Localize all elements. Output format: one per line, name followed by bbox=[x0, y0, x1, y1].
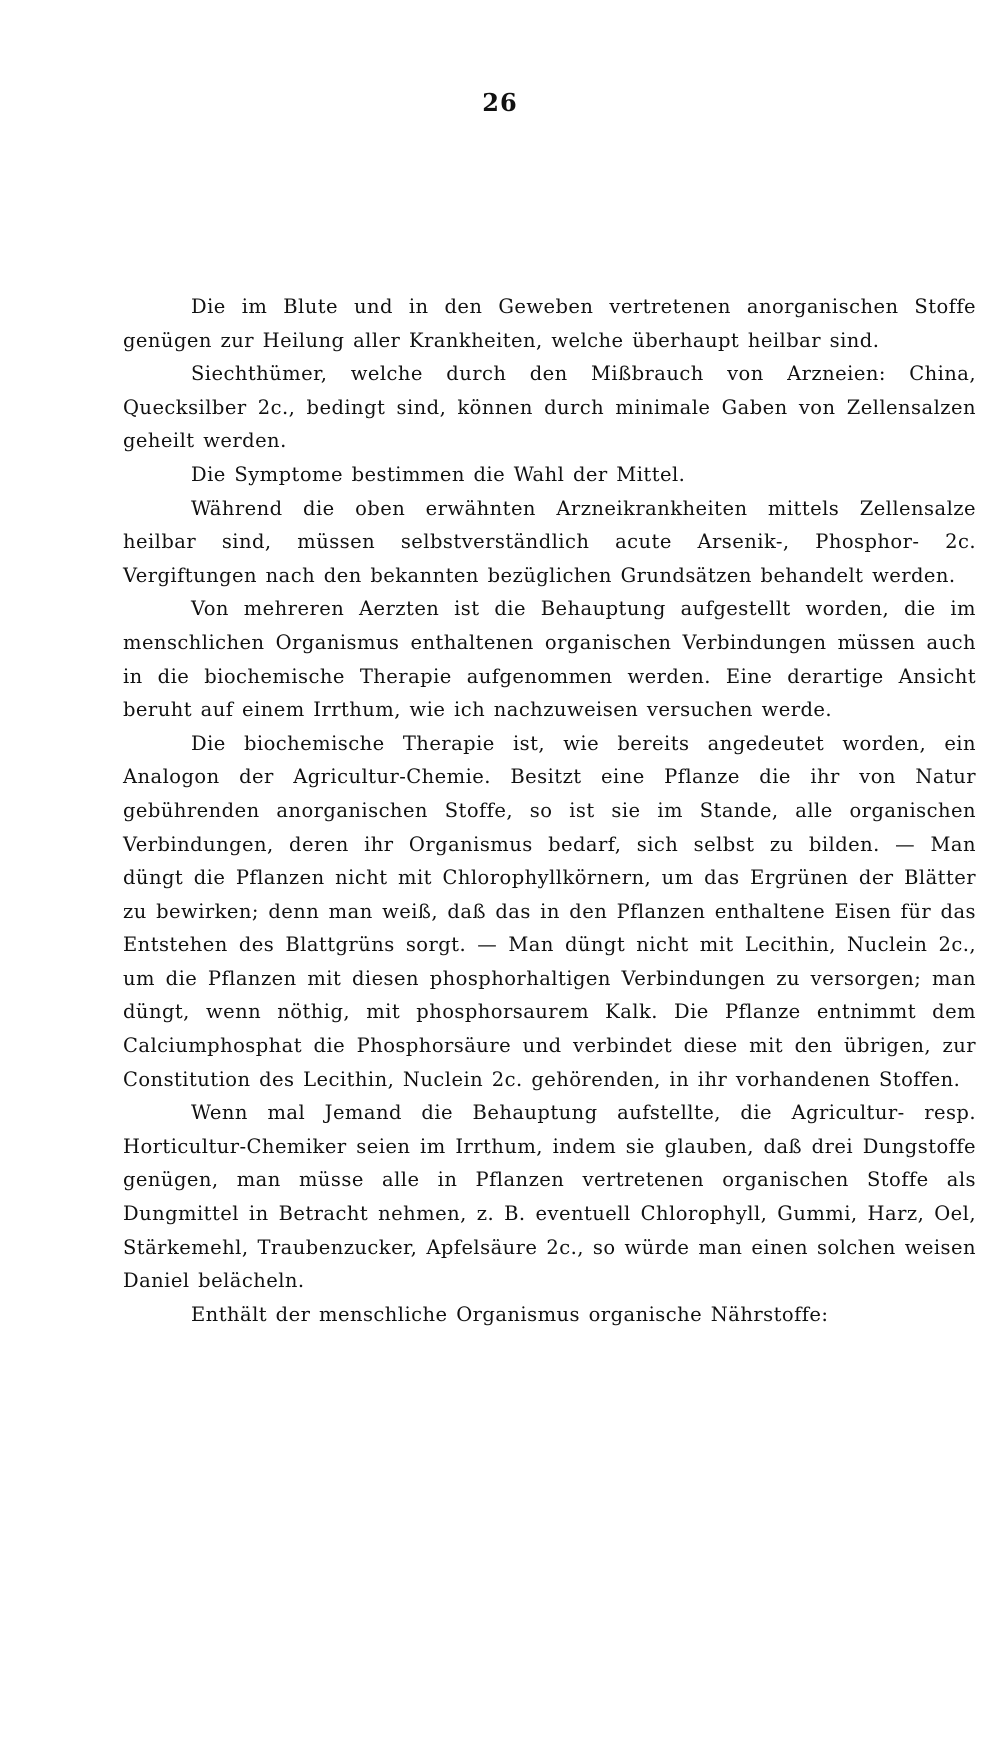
paragraph-8: Enthält der menschliche Organismus organische Nährstoffe: bbox=[191, 1302, 829, 1326]
body-text bbox=[123, 290, 976, 1331]
paragraph-1: Die im Blute und in den Geweben vertretenen anorganischen Stoffe genügen zur Heilung aller Krankheiten, welche überhaupt heilbar sind. bbox=[123, 295, 976, 352]
paragraph-6: Die biochemische Therapie ist, wie bereits angedeutet worden, ein Analogon der Agricultur-Chemie. Besitzt eine Pflanze die ihr von Natur gebührenden anorganischen Stoffe, so ist sie im Stande, alle organischen Verbindungen, deren ihr Organismus bedarf, sich selbst zu bilden. — Man düngt die Pflanzen nicht mit Chlorophyllkörnern, um das Ergrünen der Blätter zu bewirken; denn man weiß, daß das in den Pflanzen enthaltene Eisen für das Entstehen des Blattgrüns sorgt. — Man düngt nicht mit Lecithin, Nuclein 2c., um die Pflanzen mit diesen phosphorhaltigen Verbindungen zu versorgen; man düngt, wenn nöthig, mit phosphorsaurem Kalk. Die Pflanze entnimmt dem Calciumphosphat die Phosphorsäure und verbindet diese mit den übrigen, zur Constitution des Lecithin, Nuclein 2c. gehörenden, in ihr vorhandenen Stoffen. bbox=[123, 731, 976, 1091]
paragraph-7: Wenn mal Jemand die Behauptung aufstellte, die Agricultur- resp. Horticultur-Chemiker seien im Irrthum, indem sie glauben, daß drei Dungstoffe genügen, man müsse alle in Pflanzen vertretenen organischen Stoffe als Dungmittel in Betracht nehmen, z. B. eventuell Chlorophyll, Gummi, Harz, Oel, Stärkemehl, Traubenzucker, Apfelsäure 2c., so würde man einen solchen weisen Daniel belächeln. bbox=[123, 1101, 976, 1293]
paragraph-4: Während die oben erwähnten Arzneikrankheiten mittels Zellensalze heilbar sind, müssen selbstverständlich acute Arsenik-, Phosphor- 2c. Vergiftungen nach den bekannten bezüglichen Grundsätzen behandelt werden. bbox=[123, 496, 976, 587]
paragraph-2: Siechthümer, welche durch den Mißbrauch von Arzneien: China, Quecksilber 2c., bedingt sind, können durch minimale Gaben von Zellensalzen geheilt werden. bbox=[123, 362, 976, 453]
paragraph-3: Die Symptome bestimmen die Wahl der Mittel. bbox=[191, 462, 686, 486]
page-number: 26 bbox=[482, 88, 518, 117]
paragraph-5: Von mehreren Aerzten ist die Behauptung aufgestellt worden, die im menschlichen Organismus enthaltenen organischen Verbindungen müssen auch in die biochemische Therapie aufgenommen werden. Eine derartige Ansicht beruht auf einem Irrthum, wie ich nachzuweisen versuchen werde. bbox=[123, 597, 976, 722]
